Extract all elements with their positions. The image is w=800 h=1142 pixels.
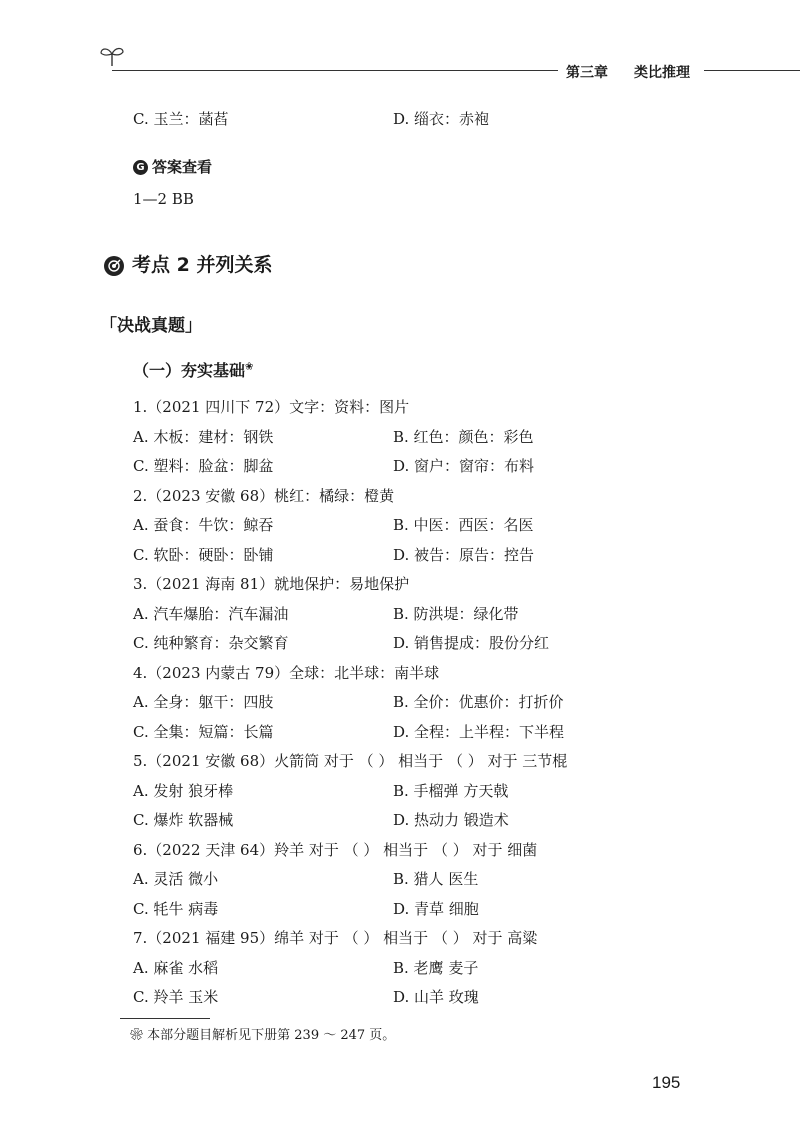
carryover-option-c: C. 玉兰：菡萏 [133, 110, 229, 128]
subsection-bracket-close: 」 [185, 316, 202, 336]
option-b: B. 红色：颜色：彩色 [393, 427, 534, 446]
option-a: A. 木板：建材：钢铁 [133, 427, 274, 446]
option-b: B. 中医：西医：名医 [393, 516, 534, 534]
option-c: C. 软卧：硬卧：卧铺 [133, 545, 274, 564]
header-topic: 类比推理 [634, 65, 690, 81]
page-number: 195 [652, 1073, 681, 1092]
header-chapter: 第三章 [566, 65, 608, 81]
question-stem: 2.（2023 安徽 68）桃红：橘绿：橙黄 [133, 486, 395, 505]
question-stem: 5.（2021 安徽 68）火箭筒 对于 （ ） 相当于 （ ） 对于 三节棍 [133, 752, 568, 770]
option-d: D. 窗户：窗帘：布料 [393, 457, 535, 475]
question-stem: 7.（2021 福建 95）绵羊 对于 （ ） 相当于 （ ） 对于 高粱 [133, 929, 538, 947]
sprout-icon [98, 44, 126, 68]
option-d: D. 青草 细胞 [393, 899, 479, 918]
footnote-rule [120, 1018, 210, 1019]
section-title: 考点 2 并列关系 [132, 254, 273, 276]
footnote-flower-icon: ❀ [130, 1028, 144, 1043]
option-b: B. 老鹰 麦子 [393, 958, 479, 977]
option-c: C. 牦牛 病毒 [133, 899, 219, 918]
footnote-flower-icon: ❀ [245, 361, 254, 373]
subsection-bracket-open: 「 [100, 316, 117, 336]
header-rule-left [112, 70, 558, 71]
option-a: A. 全身：躯干：四肢 [133, 693, 274, 711]
header-rule-right [704, 70, 800, 71]
question-stem: 4.（2023 内蒙古 79）全球：北半球：南半球 [133, 663, 440, 682]
subsection-title: 决战真题 [117, 316, 185, 336]
option-a: A. 灵活 微小 [133, 870, 219, 888]
question-stem: 3.（2021 海南 81）就地保护：易地保护 [133, 575, 410, 593]
option-c: C. 羚羊 玉米 [133, 988, 219, 1006]
option-d: D. 山羊 玫瑰 [393, 988, 479, 1006]
option-c: C. 爆炸 软器械 [133, 811, 234, 829]
answer-key: 1—2 BB [133, 190, 194, 208]
option-a: A. 蚕食：牛饮：鲸吞 [133, 516, 274, 534]
question-stem: 6.（2022 天津 64）羚羊 对于 （ ） 相当于 （ ） 对于 细菌 [133, 840, 538, 859]
option-c: C. 全集：短篇：长篇 [133, 722, 274, 741]
footnote-text: 本部分题目解析见下册第 239 ～ 247 页。 [147, 1028, 396, 1043]
answer-heading [133, 156, 212, 177]
part-heading [133, 358, 253, 381]
target-icon [104, 256, 124, 276]
option-b: B. 猎人 医生 [393, 870, 479, 888]
part-title: （一）夯实基础 [133, 361, 246, 380]
option-d: D. 热动力 锻造术 [393, 811, 509, 829]
option-a: A. 汽车爆胎：汽车漏油 [133, 604, 289, 623]
option-c: C. 纯种繁育：杂交繁育 [133, 634, 289, 652]
option-b: B. 全价：优惠价：打折价 [393, 693, 564, 711]
carryover-option-d: D. 缁衣：赤袍 [393, 110, 490, 128]
section-heading [104, 250, 272, 277]
option-d: D. 全程：上半程：下半程 [393, 722, 565, 741]
option-a: A. 麻雀 水稻 [133, 958, 219, 977]
option-d: D. 销售提成：股份分红 [393, 634, 550, 652]
option-a: A. 发射 狼牙棒 [133, 781, 234, 800]
subsection-heading [100, 311, 202, 336]
option-d: D. 被告：原告：控告 [393, 545, 535, 564]
option-c: C. 塑料：脸盆：脚盆 [133, 457, 274, 475]
footnote [130, 1024, 395, 1043]
option-b: B. 防洪堤：绿化带 [393, 604, 519, 623]
answer-icon: G [133, 160, 148, 175]
answer-title: 答案查看 [152, 158, 213, 176]
question-stem: 1.（2021 四川下 72）文字：资料：图片 [133, 398, 410, 416]
option-b: B. 手榴弹 方天戟 [393, 781, 509, 800]
